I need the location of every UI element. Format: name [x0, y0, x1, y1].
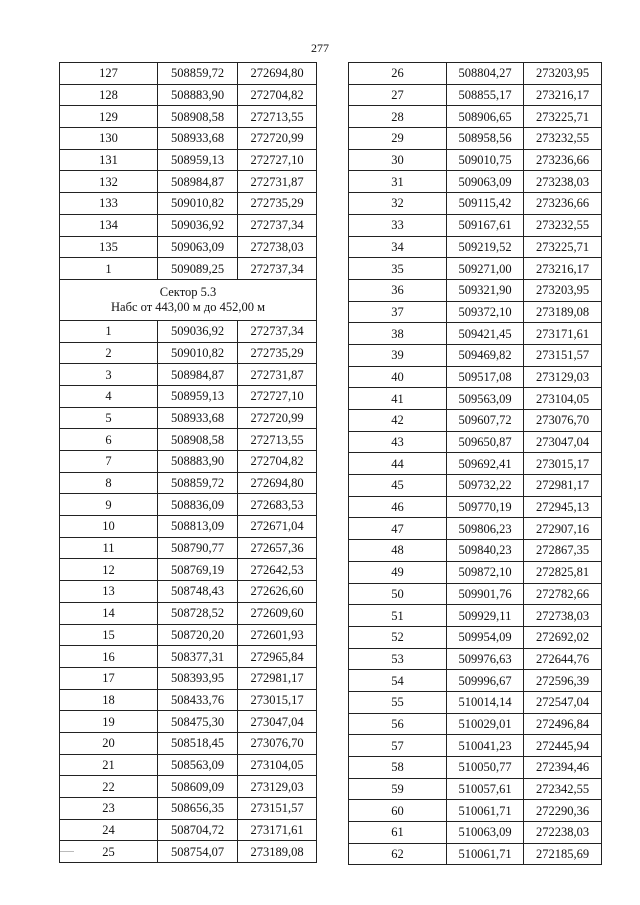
point-number-cell: 12 [60, 559, 158, 581]
x-coordinate-cell: 508720,20 [158, 624, 238, 646]
point-number-cell: 33 [349, 214, 447, 236]
coordinates-table-right [348, 62, 602, 865]
x-coordinate-cell: 509010,75 [447, 149, 524, 171]
y-coordinate-cell: 272644,76 [524, 648, 602, 670]
table-row [349, 410, 602, 432]
table-row [60, 776, 317, 798]
point-number-cell: 46 [349, 496, 447, 518]
table-row [349, 323, 602, 345]
section-subtitle: Набс от 443,00 м до 452,00 м [111, 299, 265, 314]
table-row [60, 841, 317, 863]
table-row [349, 475, 602, 497]
y-coordinate-cell: 273203,95 [524, 63, 602, 85]
x-coordinate-cell: 510057,61 [447, 778, 524, 800]
table-row [60, 451, 317, 473]
x-coordinate-cell: 508790,77 [158, 537, 238, 559]
x-coordinate-cell: 508813,09 [158, 516, 238, 538]
table-row [349, 583, 602, 605]
x-coordinate-cell: 510063,09 [447, 822, 524, 844]
scan-mark [60, 851, 74, 852]
point-number-cell: 41 [349, 388, 447, 410]
point-number-cell: 36 [349, 279, 447, 301]
point-number-cell: 22 [60, 776, 158, 798]
table-row [60, 236, 317, 258]
table-row [60, 754, 317, 776]
x-coordinate-cell: 508748,43 [158, 581, 238, 603]
x-coordinate-cell: 509806,23 [447, 518, 524, 540]
x-coordinate-cell: 508908,58 [158, 429, 238, 451]
x-coordinate-cell: 509469,82 [447, 344, 524, 366]
point-number-cell: 26 [349, 63, 447, 85]
y-coordinate-cell: 272657,36 [238, 537, 317, 559]
x-coordinate-cell: 508958,56 [447, 128, 524, 150]
x-coordinate-cell: 509372,10 [447, 301, 524, 323]
point-number-cell: 7 [60, 451, 158, 473]
point-number-cell: 133 [60, 193, 158, 215]
point-number-cell: 54 [349, 670, 447, 692]
y-coordinate-cell: 272727,10 [238, 385, 317, 407]
table-row [349, 561, 602, 583]
point-number-cell: 60 [349, 800, 447, 822]
table-row [349, 279, 602, 301]
point-number-cell: 1 [60, 258, 158, 280]
point-number-cell: 49 [349, 561, 447, 583]
x-coordinate-cell: 509167,61 [447, 214, 524, 236]
point-number-cell: 55 [349, 691, 447, 713]
point-number-cell: 13 [60, 581, 158, 603]
y-coordinate-cell: 273076,70 [238, 732, 317, 754]
table-row [60, 689, 317, 711]
table-row [349, 626, 602, 648]
y-coordinate-cell: 272238,03 [524, 822, 602, 844]
table-row [349, 648, 602, 670]
y-coordinate-cell: 272945,13 [524, 496, 602, 518]
point-number-cell: 42 [349, 410, 447, 432]
x-coordinate-cell: 509063,09 [447, 171, 524, 193]
table-row [60, 84, 317, 106]
table-row [60, 214, 317, 236]
table-row [349, 735, 602, 757]
x-coordinate-cell: 508393,95 [158, 667, 238, 689]
table-row [349, 670, 602, 692]
y-coordinate-cell: 272704,82 [238, 451, 317, 473]
y-coordinate-cell: 273047,04 [238, 711, 317, 733]
point-number-cell: 31 [349, 171, 447, 193]
point-number-cell: 51 [349, 605, 447, 627]
x-coordinate-cell: 510061,71 [447, 843, 524, 865]
table-row [349, 757, 602, 779]
x-coordinate-cell: 508859,72 [158, 472, 238, 494]
y-coordinate-cell: 272694,80 [238, 472, 317, 494]
y-coordinate-cell: 273104,05 [524, 388, 602, 410]
y-coordinate-cell: 272626,60 [238, 581, 317, 603]
x-coordinate-cell: 509321,90 [447, 279, 524, 301]
table-row [60, 559, 317, 581]
y-coordinate-cell: 273236,66 [524, 149, 602, 171]
x-coordinate-cell: 508859,72 [158, 63, 238, 85]
y-coordinate-cell: 272445,94 [524, 735, 602, 757]
x-coordinate-cell: 510041,23 [447, 735, 524, 757]
y-coordinate-cell: 273171,61 [524, 323, 602, 345]
table-row [349, 431, 602, 453]
section-header-cell [60, 279, 317, 320]
y-coordinate-cell: 273216,17 [524, 258, 602, 280]
y-coordinate-cell: 272683,53 [238, 494, 317, 516]
point-number-cell: 35 [349, 258, 447, 280]
y-coordinate-cell: 273151,57 [238, 798, 317, 820]
x-coordinate-cell: 508906,65 [447, 106, 524, 128]
table-row [349, 540, 602, 562]
point-number-cell: 28 [349, 106, 447, 128]
y-coordinate-cell: 273015,17 [238, 689, 317, 711]
y-coordinate-cell: 273189,08 [524, 301, 602, 323]
point-number-cell: 37 [349, 301, 447, 323]
point-number-cell: 3 [60, 364, 158, 386]
y-coordinate-cell: 273129,03 [238, 776, 317, 798]
x-coordinate-cell: 509901,76 [447, 583, 524, 605]
y-coordinate-cell: 273015,17 [524, 453, 602, 475]
point-number-cell: 29 [349, 128, 447, 150]
x-coordinate-cell: 509219,52 [447, 236, 524, 258]
x-coordinate-cell: 508933,68 [158, 128, 238, 150]
point-number-cell: 38 [349, 323, 447, 345]
point-number-cell: 127 [60, 63, 158, 85]
y-coordinate-cell: 273238,03 [524, 171, 602, 193]
point-number-cell: 44 [349, 453, 447, 475]
point-number-cell: 40 [349, 366, 447, 388]
x-coordinate-cell: 509650,87 [447, 431, 524, 453]
table-row [60, 128, 317, 150]
point-number-cell: 16 [60, 646, 158, 668]
point-number-cell: 47 [349, 518, 447, 540]
point-number-cell: 14 [60, 602, 158, 624]
x-coordinate-cell: 509732,22 [447, 475, 524, 497]
x-coordinate-cell: 509840,23 [447, 540, 524, 562]
point-number-cell: 39 [349, 344, 447, 366]
x-coordinate-cell: 509692,41 [447, 453, 524, 475]
table-row [349, 778, 602, 800]
point-number-cell: 9 [60, 494, 158, 516]
y-coordinate-cell: 272290,36 [524, 800, 602, 822]
y-coordinate-cell: 272735,29 [238, 342, 317, 364]
x-coordinate-cell: 509770,19 [447, 496, 524, 518]
table-row [60, 63, 317, 85]
x-coordinate-cell: 508959,13 [158, 149, 238, 171]
point-number-cell: 56 [349, 713, 447, 735]
x-coordinate-cell: 508433,76 [158, 689, 238, 711]
table-row [349, 84, 602, 106]
x-coordinate-cell: 509010,82 [158, 193, 238, 215]
x-coordinate-cell: 509929,11 [447, 605, 524, 627]
table-row [60, 798, 317, 820]
y-coordinate-cell: 273236,66 [524, 193, 602, 215]
y-coordinate-cell: 272547,04 [524, 691, 602, 713]
coordinates-table-left [59, 62, 317, 863]
y-coordinate-cell: 272713,55 [238, 106, 317, 128]
table-row [349, 822, 602, 844]
x-coordinate-cell: 510050,77 [447, 757, 524, 779]
x-coordinate-cell: 508855,17 [447, 84, 524, 106]
y-coordinate-cell: 272738,03 [524, 605, 602, 627]
y-coordinate-cell: 272720,99 [238, 128, 317, 150]
point-number-cell: 48 [349, 540, 447, 562]
x-coordinate-cell: 509872,10 [447, 561, 524, 583]
y-coordinate-cell: 272671,04 [238, 516, 317, 538]
table-row [60, 624, 317, 646]
table-row [60, 149, 317, 171]
table-row [349, 258, 602, 280]
y-coordinate-cell: 272704,82 [238, 84, 317, 106]
table-row [60, 429, 317, 451]
x-coordinate-cell: 510029,01 [447, 713, 524, 735]
y-coordinate-cell: 272642,53 [238, 559, 317, 581]
point-number-cell: 15 [60, 624, 158, 646]
point-number-cell: 18 [60, 689, 158, 711]
table-row [60, 407, 317, 429]
y-coordinate-cell: 272825,81 [524, 561, 602, 583]
y-coordinate-cell: 272737,34 [238, 214, 317, 236]
point-number-cell: 11 [60, 537, 158, 559]
x-coordinate-cell: 508933,68 [158, 407, 238, 429]
x-coordinate-cell: 509421,45 [447, 323, 524, 345]
point-number-cell: 59 [349, 778, 447, 800]
x-coordinate-cell: 508728,52 [158, 602, 238, 624]
x-coordinate-cell: 508804,27 [447, 63, 524, 85]
point-number-cell: 62 [349, 843, 447, 865]
table-row [60, 667, 317, 689]
point-number-cell: 5 [60, 407, 158, 429]
point-number-cell: 17 [60, 667, 158, 689]
point-number-cell: 129 [60, 106, 158, 128]
y-coordinate-cell: 272981,17 [238, 667, 317, 689]
point-number-cell: 135 [60, 236, 158, 258]
x-coordinate-cell: 508984,87 [158, 171, 238, 193]
table-row [349, 344, 602, 366]
y-coordinate-cell: 273232,55 [524, 128, 602, 150]
x-coordinate-cell: 509517,08 [447, 366, 524, 388]
table-row [349, 193, 602, 215]
y-coordinate-cell: 273129,03 [524, 366, 602, 388]
y-coordinate-cell: 273076,70 [524, 410, 602, 432]
table-row [349, 106, 602, 128]
y-coordinate-cell: 273203,95 [524, 279, 602, 301]
y-coordinate-cell: 273232,55 [524, 214, 602, 236]
y-coordinate-cell: 272981,17 [524, 475, 602, 497]
table-row [349, 236, 602, 258]
left-table-body [60, 63, 317, 863]
y-coordinate-cell: 272735,29 [238, 193, 317, 215]
point-number-cell: 134 [60, 214, 158, 236]
point-number-cell: 43 [349, 431, 447, 453]
point-number-cell: 21 [60, 754, 158, 776]
point-number-cell: 58 [349, 757, 447, 779]
point-number-cell: 131 [60, 149, 158, 171]
x-coordinate-cell: 508836,09 [158, 494, 238, 516]
x-coordinate-cell: 509607,72 [447, 410, 524, 432]
point-number-cell: 2 [60, 342, 158, 364]
point-number-cell: 132 [60, 171, 158, 193]
table-row [349, 605, 602, 627]
x-coordinate-cell: 509089,25 [158, 258, 238, 280]
x-coordinate-cell: 508984,87 [158, 364, 238, 386]
x-coordinate-cell: 508769,19 [158, 559, 238, 581]
table-row [60, 516, 317, 538]
y-coordinate-cell: 272720,99 [238, 407, 317, 429]
table-row [60, 819, 317, 841]
table-row [349, 388, 602, 410]
table-row [60, 602, 317, 624]
point-number-cell: 4 [60, 385, 158, 407]
table-row [349, 496, 602, 518]
point-number-cell: 45 [349, 475, 447, 497]
point-number-cell: 34 [349, 236, 447, 258]
x-coordinate-cell: 508475,30 [158, 711, 238, 733]
x-coordinate-cell: 509563,09 [447, 388, 524, 410]
y-coordinate-cell: 272601,93 [238, 624, 317, 646]
x-coordinate-cell: 508656,35 [158, 798, 238, 820]
point-number-cell: 6 [60, 429, 158, 451]
y-coordinate-cell: 272185,69 [524, 843, 602, 865]
right-table-body [349, 63, 602, 865]
x-coordinate-cell: 509010,82 [158, 342, 238, 364]
table-row [60, 171, 317, 193]
x-coordinate-cell: 508518,45 [158, 732, 238, 754]
y-coordinate-cell: 272731,87 [238, 364, 317, 386]
table-row [349, 518, 602, 540]
table-row [349, 691, 602, 713]
y-coordinate-cell: 272342,55 [524, 778, 602, 800]
point-number-cell: 1 [60, 320, 158, 342]
y-coordinate-cell: 272738,03 [238, 236, 317, 258]
point-number-cell: 10 [60, 516, 158, 538]
x-coordinate-cell: 509036,92 [158, 214, 238, 236]
table-row [349, 149, 602, 171]
table-row [60, 106, 317, 128]
point-number-cell: 27 [349, 84, 447, 106]
y-coordinate-cell: 273189,08 [238, 841, 317, 863]
x-coordinate-cell: 508959,13 [158, 385, 238, 407]
point-number-cell: 50 [349, 583, 447, 605]
point-number-cell: 19 [60, 711, 158, 733]
table-row [349, 800, 602, 822]
table-row [349, 843, 602, 865]
table-row [349, 171, 602, 193]
x-coordinate-cell: 509976,63 [447, 648, 524, 670]
y-coordinate-cell: 272731,87 [238, 171, 317, 193]
y-coordinate-cell: 272737,34 [238, 258, 317, 280]
point-number-cell: 32 [349, 193, 447, 215]
y-coordinate-cell: 272394,46 [524, 757, 602, 779]
y-coordinate-cell: 272596,39 [524, 670, 602, 692]
table-row [349, 713, 602, 735]
x-coordinate-cell: 510061,71 [447, 800, 524, 822]
x-coordinate-cell: 508883,90 [158, 84, 238, 106]
x-coordinate-cell: 508609,09 [158, 776, 238, 798]
section-title: Сектор 5.3 [159, 284, 217, 299]
table-row [349, 214, 602, 236]
y-coordinate-cell: 273216,17 [524, 84, 602, 106]
x-coordinate-cell: 508883,90 [158, 451, 238, 473]
point-number-cell: 24 [60, 819, 158, 841]
x-coordinate-cell: 509271,00 [447, 258, 524, 280]
y-coordinate-cell: 272727,10 [238, 149, 317, 171]
table-row [60, 364, 317, 386]
table-row [60, 385, 317, 407]
y-coordinate-cell: 273225,71 [524, 106, 602, 128]
x-coordinate-cell: 509063,09 [158, 236, 238, 258]
table-row [60, 581, 317, 603]
point-number-cell: 130 [60, 128, 158, 150]
page-number: 277 [311, 41, 329, 55]
table-row [60, 342, 317, 364]
x-coordinate-cell: 509036,92 [158, 320, 238, 342]
point-number-cell: 61 [349, 822, 447, 844]
y-coordinate-cell: 273151,57 [524, 344, 602, 366]
table-row [60, 494, 317, 516]
table-row [60, 711, 317, 733]
y-coordinate-cell: 273171,61 [238, 819, 317, 841]
point-number-cell: 128 [60, 84, 158, 106]
table-row [60, 193, 317, 215]
y-coordinate-cell: 273047,04 [524, 431, 602, 453]
point-number-cell: 57 [349, 735, 447, 757]
y-coordinate-cell: 272496,84 [524, 713, 602, 735]
point-number-cell: 8 [60, 472, 158, 494]
table-row [349, 453, 602, 475]
x-coordinate-cell: 509115,42 [447, 193, 524, 215]
point-number-cell: 20 [60, 732, 158, 754]
y-coordinate-cell: 272609,60 [238, 602, 317, 624]
y-coordinate-cell: 272965,84 [238, 646, 317, 668]
point-number-cell: 53 [349, 648, 447, 670]
y-coordinate-cell: 273225,71 [524, 236, 602, 258]
table-row [349, 128, 602, 150]
point-number-cell: 23 [60, 798, 158, 820]
x-coordinate-cell: 509996,67 [447, 670, 524, 692]
table-row [60, 646, 317, 668]
point-number-cell: 25 [60, 841, 158, 863]
y-coordinate-cell: 272692,02 [524, 626, 602, 648]
y-coordinate-cell: 272782,66 [524, 583, 602, 605]
table-row [349, 301, 602, 323]
x-coordinate-cell: 508377,31 [158, 646, 238, 668]
point-number-cell: 52 [349, 626, 447, 648]
table-row [60, 732, 317, 754]
table-row [60, 537, 317, 559]
y-coordinate-cell: 272713,55 [238, 429, 317, 451]
y-coordinate-cell: 272867,35 [524, 540, 602, 562]
y-coordinate-cell: 272694,80 [238, 63, 317, 85]
x-coordinate-cell: 509954,09 [447, 626, 524, 648]
table-row [349, 366, 602, 388]
table-row [60, 258, 317, 280]
x-coordinate-cell: 508908,58 [158, 106, 238, 128]
table-row [349, 63, 602, 85]
table-row [60, 320, 317, 342]
section-header-row [60, 279, 317, 320]
y-coordinate-cell: 272737,34 [238, 320, 317, 342]
table-row [60, 472, 317, 494]
x-coordinate-cell: 510014,14 [447, 691, 524, 713]
point-number-cell: 30 [349, 149, 447, 171]
x-coordinate-cell: 508704,72 [158, 819, 238, 841]
y-coordinate-cell: 272907,16 [524, 518, 602, 540]
x-coordinate-cell: 508563,09 [158, 754, 238, 776]
x-coordinate-cell: 508754,07 [158, 841, 238, 863]
y-coordinate-cell: 273104,05 [238, 754, 317, 776]
